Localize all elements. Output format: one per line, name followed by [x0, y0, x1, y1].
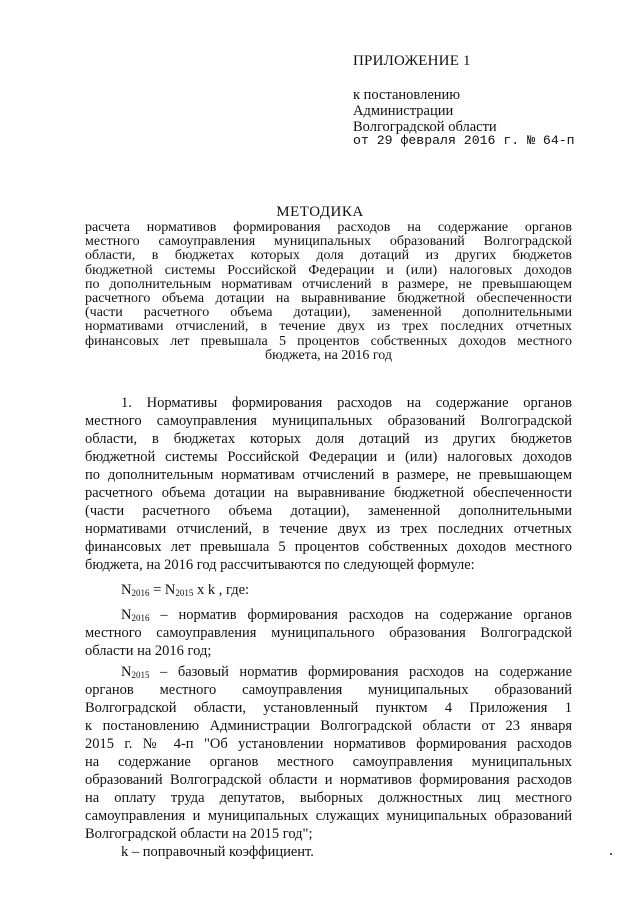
formula-symbol: N	[121, 582, 132, 598]
document-body	[85, 394, 572, 861]
paragraph-line: бюджета, на 2016 год рассчитываются по следующей формуле:	[85, 557, 475, 573]
definition-line: образований Волгоградской области и нормативов формирования расходов	[85, 772, 572, 788]
paragraph-line: по дополнительным нормативам отчислений в размере, не превышающем	[85, 467, 572, 483]
paragraph-line: местного самоуправления муниципальных образований Волгоградской	[85, 413, 572, 429]
subtitle-line: бюджета, на 2016 год	[264, 347, 393, 363]
definition-line: самоуправления и муниципальных служащих муниципальных образований	[85, 808, 572, 824]
subtitle-line: нормативами отчислений, в течение двух из трех последних отчетных	[85, 319, 572, 335]
definition-symbol: N	[121, 664, 132, 680]
definition-line	[85, 606, 572, 624]
formula-equals: = N	[149, 582, 176, 598]
definition-line: области на 2016 год;	[85, 643, 212, 659]
subtitle-line: расчета нормативов формирования расходов на содержание органов	[85, 220, 572, 235]
subtitle-line: области, в бюджетах которых доля дотаций из других бюджетов	[85, 248, 572, 264]
definition-line: органов местного самоуправления муниципальных образований	[85, 682, 572, 698]
paragraph-line: расчетного объема дотации на выравнивание бюджетной обеспеченности	[85, 485, 572, 501]
formula-subscript: 2016	[131, 588, 150, 598]
appendix-line: Волгоградской области	[353, 119, 497, 135]
formula-subscript: 2015	[175, 588, 194, 598]
subtitle-line: по дополнительным нормативам отчислений в размере, не превышающем	[85, 276, 572, 292]
document-title: МЕТОДИКА	[276, 204, 364, 220]
definition-line: k – поправочный коэффициент.	[121, 844, 314, 860]
subtitle-line: бюджетной системы Российской Федерации и (или) налоговых доходов	[85, 262, 572, 278]
appendix-line: Администрации	[353, 103, 454, 119]
appendix-line: к постановлению	[353, 87, 461, 103]
paragraph-line: бюджетной системы Российской Федерации и (или) налоговых доходов	[85, 449, 572, 465]
definition-line	[85, 663, 572, 681]
appendix-title: ПРИЛОЖЕНИЕ 1	[353, 53, 471, 69]
definition-subscript: 2015	[131, 670, 150, 680]
definition-line: Волгоградской области на 2015 год";	[85, 826, 313, 842]
definition-text: – базовый норматив формирования расходов на содержание	[149, 664, 572, 680]
definition-symbol: N	[121, 607, 132, 623]
paragraph-line: (части расчетного объема дотации), замененной дополнительными	[85, 503, 572, 519]
definition-line: на содержание органов местного самоуправления муниципальных	[85, 754, 572, 770]
paragraph-line: финансовых лет превышала 5 процентов собственных доходов местного	[85, 539, 572, 555]
formula-tail: x k , где:	[193, 582, 250, 598]
definition-line: к постановлению Администрации Волгоградской области от 23 января	[85, 718, 572, 734]
definition-subscript: 2016	[131, 613, 150, 623]
subtitle-line: местного самоуправления муниципальных образований Волгоградской	[85, 234, 572, 250]
subtitle-line: расчетного объема дотации на выравнивание бюджетной обеспеченности	[85, 291, 572, 307]
appendix-block	[353, 53, 497, 135]
appendix-date: от 29 февраля 2016 г. № 64-п	[353, 133, 575, 148]
formula	[85, 581, 572, 599]
subtitle-line: (части расчетного объема дотации), замененной дополнительными	[85, 305, 572, 321]
document-subtitle	[85, 221, 572, 363]
definition-line: 2015 г. № 4-п "Об установлении нормативов формирования расходов	[85, 736, 572, 752]
paragraph-line: 1. Нормативы формирования расходов на содержание органов	[121, 395, 572, 411]
definition-line: Волгоградской области, установленный пунктом 4 Приложения 1	[85, 700, 572, 716]
paragraph-line: нормативами отчислений, в течение двух из трех последних отчетных	[85, 521, 572, 537]
definition-line: местного самоуправления муниципального образования Волгоградской	[85, 625, 572, 641]
definition-text: – норматив формирования расходов на содержание органов	[149, 607, 572, 623]
paragraph-line: области, в бюджетах которых доля дотаций из других бюджетов	[85, 431, 572, 447]
scan-speck	[610, 853, 612, 855]
definition-line: на оплату труда депутатов, выборных должностных лиц местного	[85, 790, 572, 806]
subtitle-line: финансовых лет превышала 5 процентов собственных доходов местного	[85, 333, 572, 349]
